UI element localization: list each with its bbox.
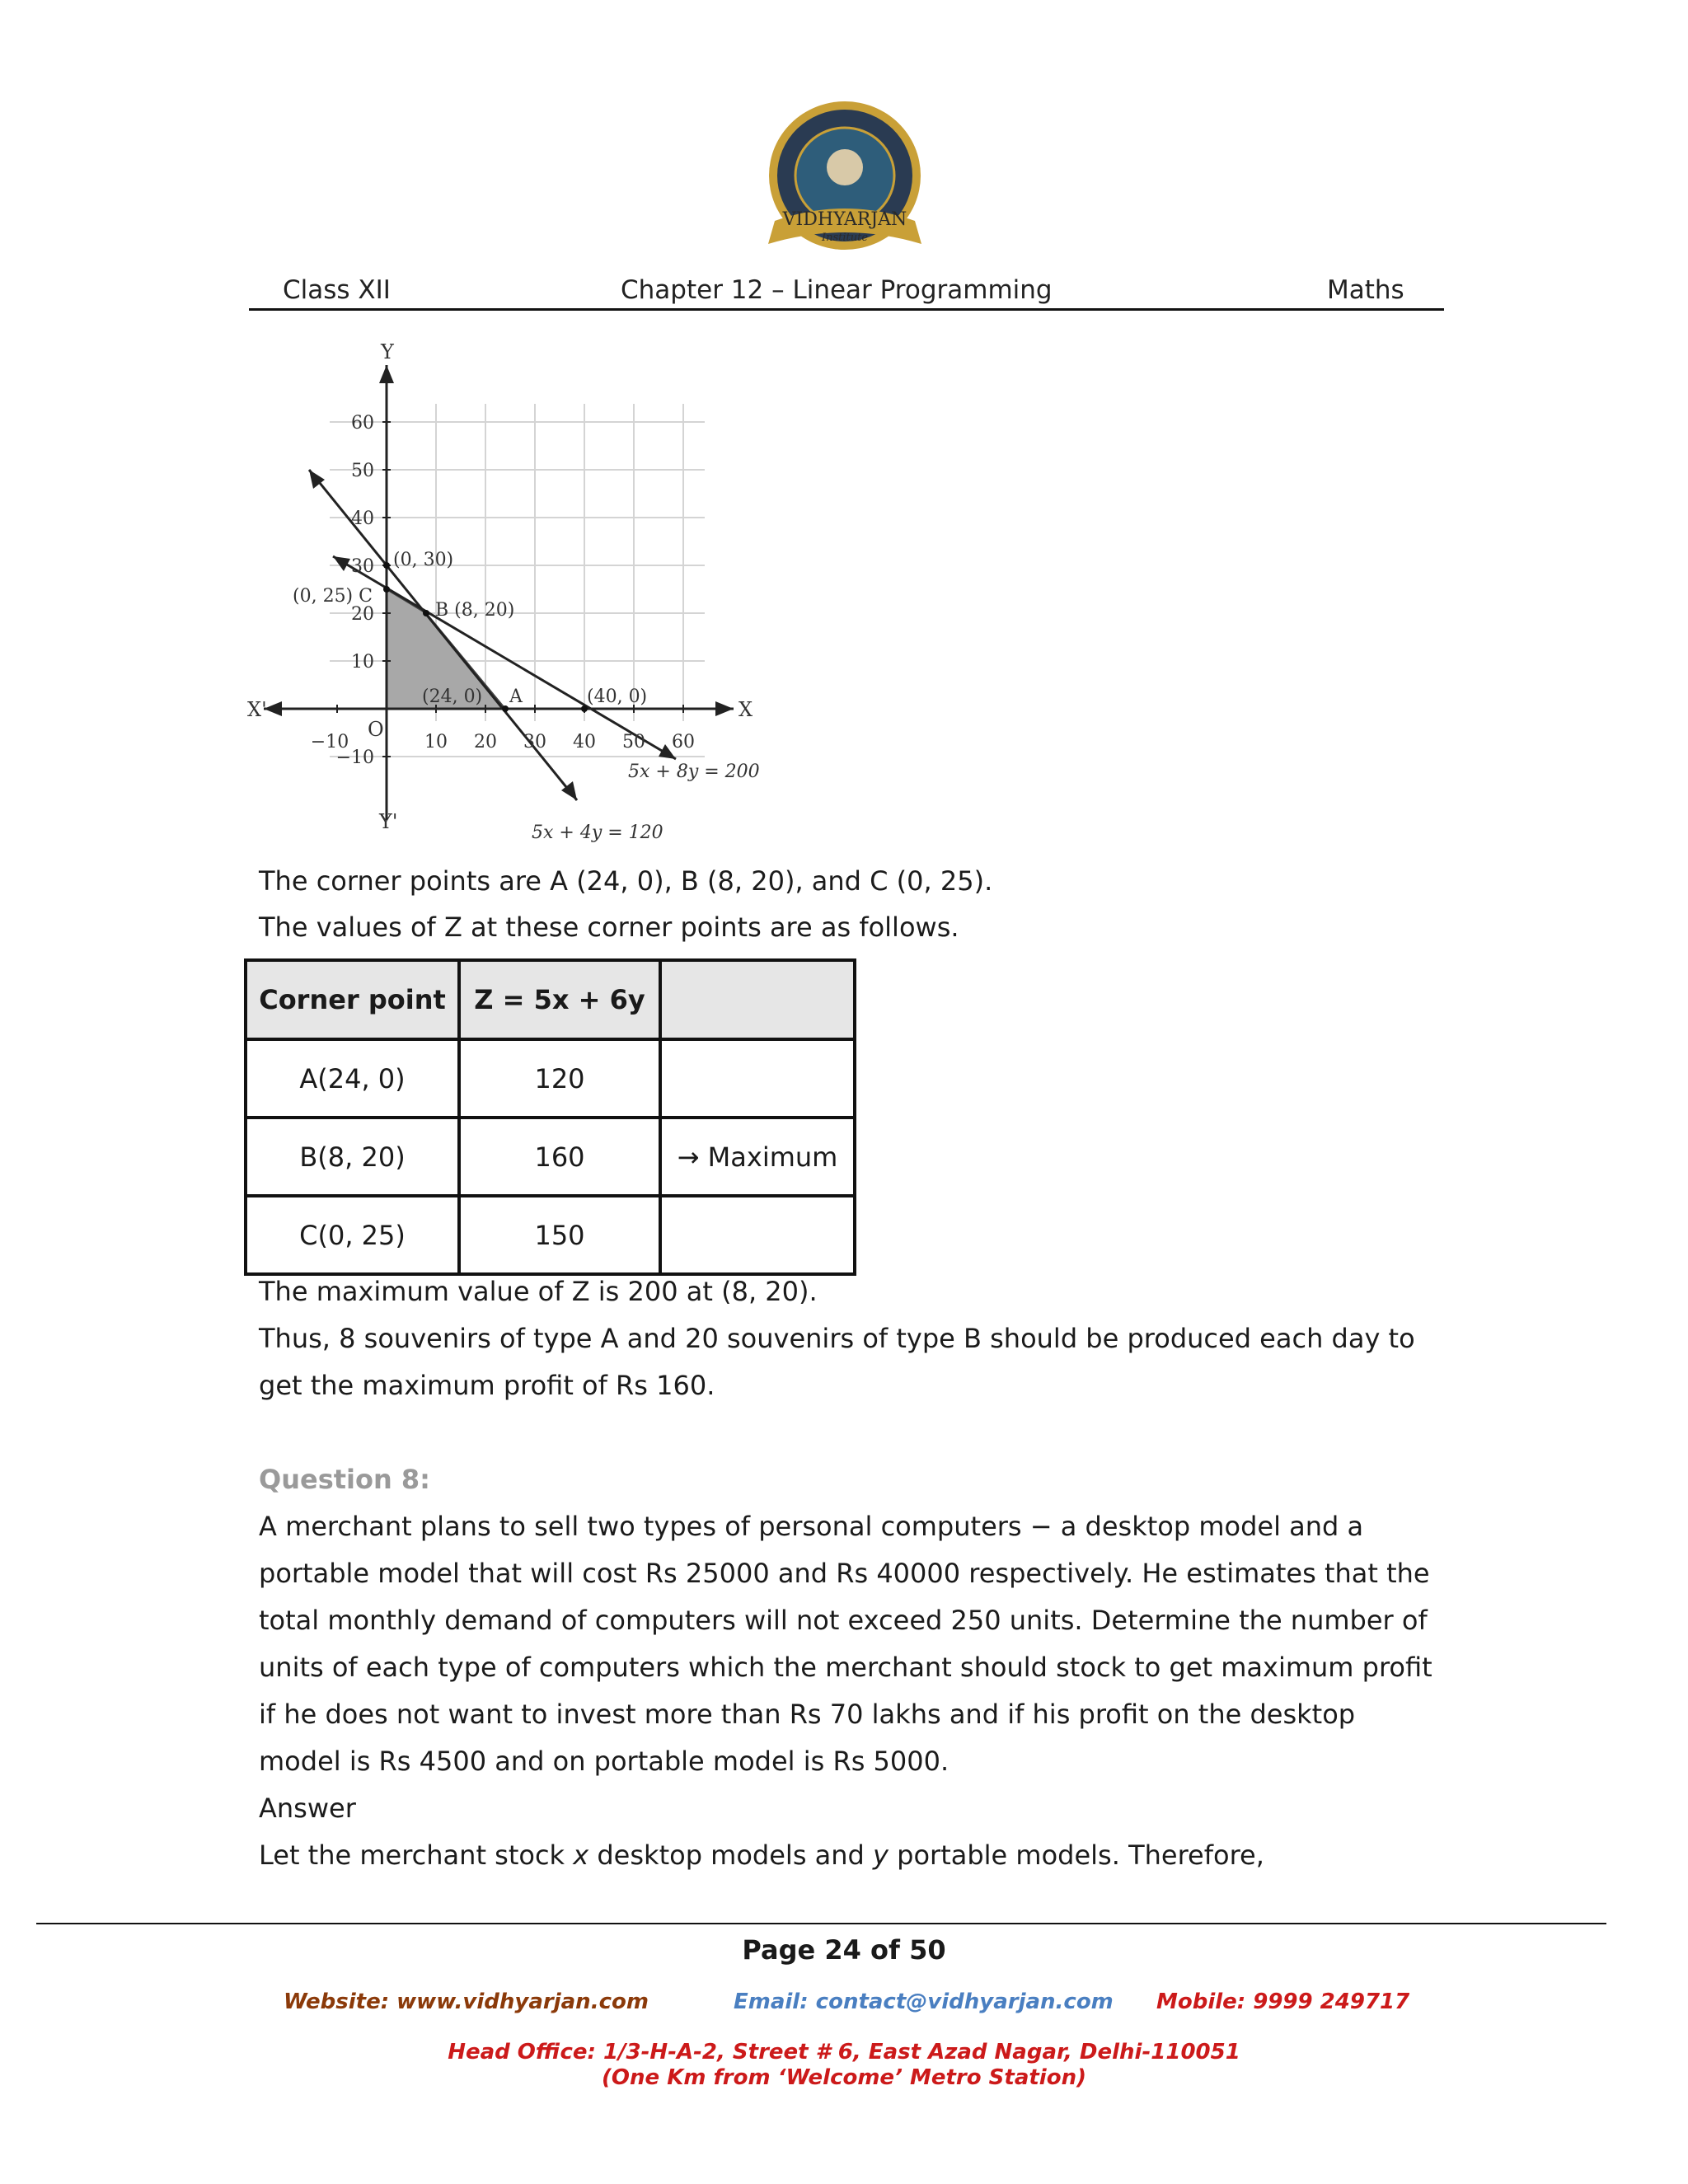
question-line: portable model that will cost Rs 25000 and Rs 40000 respectively. He estimates that the — [259, 1558, 1430, 1589]
vidhyarjan-logo — [742, 97, 948, 270]
table-header-row — [246, 960, 855, 1039]
y-tick-label: −10 — [335, 748, 374, 768]
feasible-region-graph — [247, 334, 775, 853]
table-cell — [660, 1196, 855, 1274]
origin-label: O — [368, 718, 384, 741]
header-subject: Maths — [1327, 275, 1404, 305]
question-line: model is Rs 4500 and on portable model is Rs 5000. — [259, 1746, 950, 1777]
point-label-24-0: (24, 0) — [422, 687, 483, 707]
line-label-5x4y: 5x + 4y = 120 — [532, 823, 663, 843]
axis-y-label: Y — [381, 340, 394, 363]
axis-y-neg-label: Y' — [379, 810, 398, 833]
line-5x-8y-200 — [333, 556, 676, 759]
x-tick-label: 20 — [474, 732, 497, 752]
conclusion-line-2: get the maximum profit of Rs 160. — [259, 1370, 715, 1401]
question-title: Question 8: — [259, 1464, 430, 1495]
table-header: Z = 5x + 6y — [459, 960, 660, 1039]
point-label-c: (0, 25) C — [293, 586, 373, 607]
answer-intro-part: Let the merchant stock — [259, 1840, 574, 1871]
y-tick-label: 60 — [351, 413, 374, 434]
table-cell: C(0, 25) — [246, 1196, 459, 1274]
table-cell: B(8, 20) — [246, 1118, 459, 1196]
point-label-a: A — [509, 687, 523, 707]
answer-intro-part: portable models. Therefore, — [888, 1840, 1264, 1871]
point-label-40-0: (40, 0) — [587, 687, 648, 707]
axis-x-neg-label: X' — [247, 698, 267, 721]
conclusion-line-1: Thus, 8 souvenirs of type A and 20 souvenirs of type B should be produced each day to — [259, 1323, 1415, 1354]
table-cell: 160 — [459, 1118, 660, 1196]
question-line: total monthly demand of computers will not exceed 250 units. Determine the number of — [259, 1605, 1428, 1636]
question-line: units of each type of computers which the merchant should stock to get maximum profit — [259, 1652, 1432, 1683]
question-line: A merchant plans to sell two types of personal computers − a desktop model and a — [259, 1511, 1364, 1542]
header-class: Class XII — [283, 275, 391, 305]
footer-rule — [36, 1923, 1606, 1924]
logo-subtext: Institute — [821, 232, 869, 244]
x-tick-label: 60 — [672, 732, 695, 752]
variable-x: x — [573, 1840, 589, 1871]
x-tick-label: 30 — [523, 732, 546, 752]
footer-email[interactable]: Email: contact@vidhyarjan.com — [734, 1990, 1114, 2014]
logo-text: VIDHYARJAN — [782, 209, 907, 230]
table-cell: A(24, 0) — [246, 1039, 459, 1118]
y-tick-label: 10 — [351, 652, 374, 673]
values-intro-text: The values of Z at these corner points are as follows. — [259, 912, 959, 943]
corner-point-table — [244, 958, 856, 1276]
footer-office: Head Office: 1/3-H-A-2, Street # 6, East Azad Nagar, Delhi-110051 — [448, 2040, 1240, 2064]
answer-intro-part: desktop models and — [588, 1840, 874, 1871]
corner-points-text: The corner points are A (24, 0), B (8, 20), and C (0, 25). — [259, 865, 993, 897]
maximum-value-text: The maximum value of Z is 200 at (8, 20). — [259, 1276, 818, 1307]
axis-x-label: X — [738, 698, 753, 721]
y-tick-label: 40 — [351, 509, 374, 529]
footer-website[interactable]: Website: www.vidhyarjan.com — [284, 1990, 649, 2014]
x-tick-label: 10 — [424, 732, 448, 752]
table-header — [660, 960, 855, 1039]
x-tick-label: 40 — [573, 732, 596, 752]
table-row — [246, 1118, 855, 1196]
line-label-5x8y: 5x + 8y = 200 — [628, 762, 760, 782]
variable-y: y — [873, 1840, 889, 1871]
table-cell: 150 — [459, 1196, 660, 1274]
table-cell — [660, 1039, 855, 1118]
x-tick-label: 50 — [622, 732, 645, 752]
footer-mobile: Mobile: 9999 249717 — [1156, 1990, 1410, 2014]
table-row — [246, 1196, 855, 1274]
y-tick-label: 30 — [351, 556, 374, 577]
footer-office-note: (One Km from ‘Welcome’ Metro Station) — [602, 2065, 1086, 2090]
header-chapter: Chapter 12 – Linear Programming — [621, 275, 1053, 305]
y-tick-label: 20 — [351, 604, 374, 625]
page-number: Page 24 of 50 — [742, 1934, 946, 1966]
header-rule — [249, 308, 1444, 311]
y-tick-label: 50 — [351, 461, 374, 481]
answer-intro — [259, 1831, 1264, 1879]
answer-label: Answer — [259, 1793, 356, 1824]
table-row — [246, 1039, 855, 1118]
x-tick-label: −10 — [310, 732, 349, 752]
point-label-b: B (8, 20) — [435, 600, 515, 621]
table-cell: → Maximum — [660, 1118, 855, 1196]
question-line: if he does not want to invest more than Rs 70 lakhs and if his profit on the desktop — [259, 1699, 1356, 1730]
point-label-0-30: (0, 30) — [393, 550, 454, 570]
table-header: Corner point — [246, 960, 459, 1039]
table-cell: 120 — [459, 1039, 660, 1118]
